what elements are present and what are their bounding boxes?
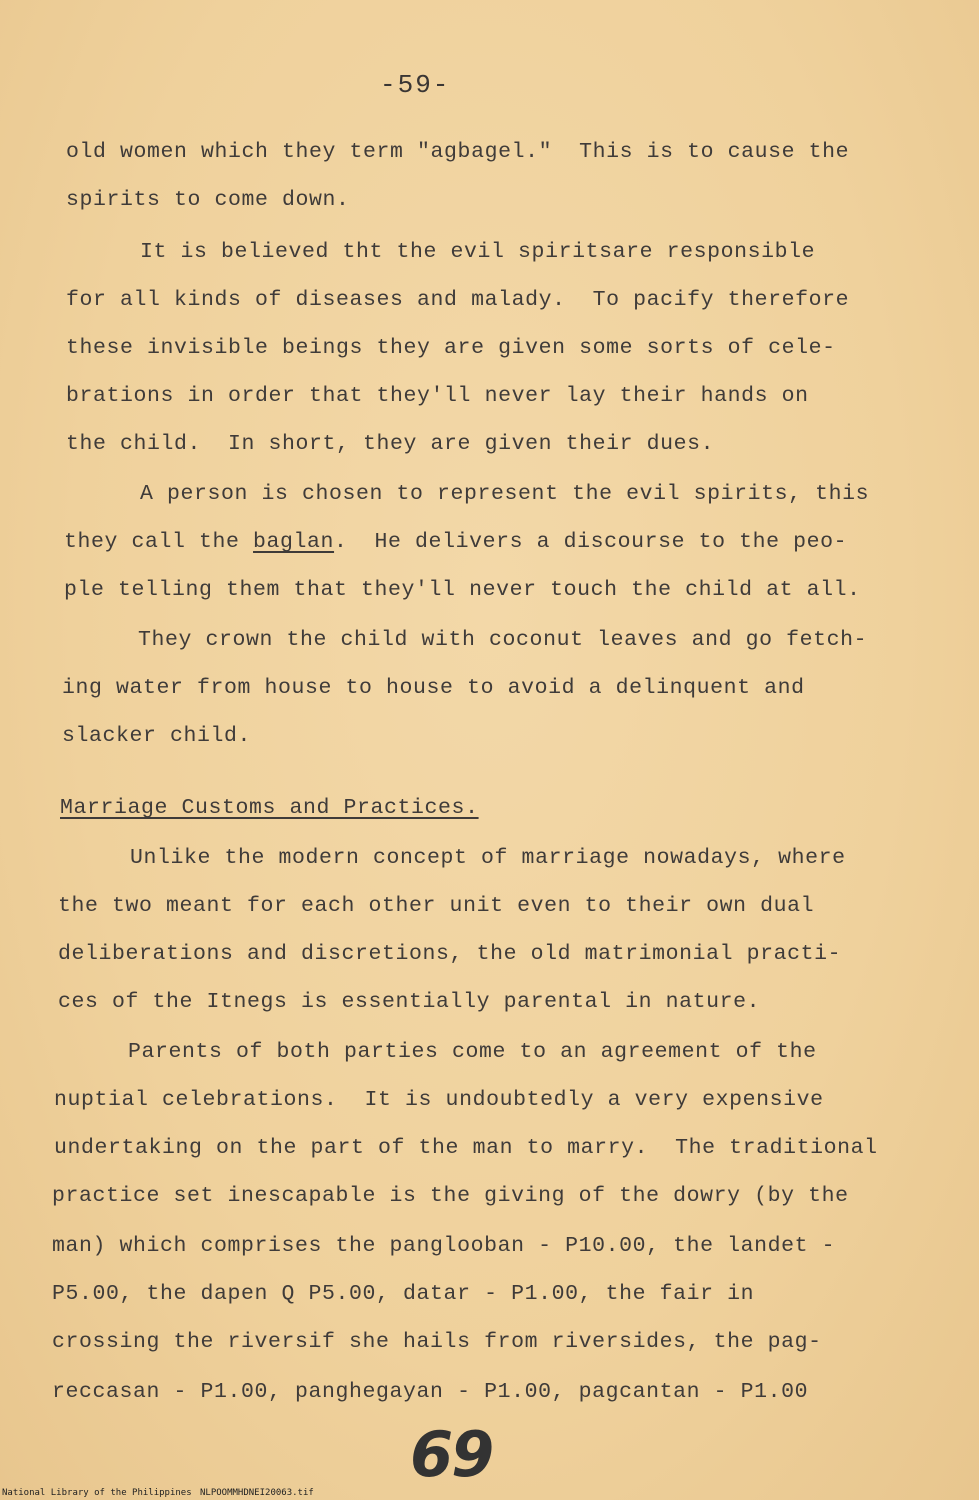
text-line: Parents of both parties come to an agreement of the: [128, 1040, 817, 1064]
text-segment: . He delivers a discourse to the peo-: [334, 530, 848, 554]
text-line: [64, 530, 847, 554]
handwritten-page-stamp: 69: [410, 1418, 493, 1491]
page-number: -59-: [380, 70, 451, 100]
text-segment: they call the: [64, 530, 254, 554]
footer-filename: NLPOOMMHDNEI20063.tif: [200, 1488, 314, 1498]
text-line: deliberations and discretions, the old matrimonial practi-: [58, 942, 842, 966]
text-line: old women which they term "agbagel." This is to cause the: [66, 140, 850, 164]
text-line: P5.00, the dapen Q P5.00, datar - P1.00, the fair in: [52, 1282, 755, 1306]
text-line: spirits to come down.: [66, 188, 350, 212]
text-line: practice set inescapable is the giving of the dowry (by the: [52, 1184, 849, 1208]
text-line: It is believed tht the evil spiritsare responsible: [140, 240, 816, 264]
text-line: ing water from house to house to avoid a delinquent and: [62, 676, 805, 700]
text-line: undertaking on the part of the man to marry. The traditional: [54, 1136, 878, 1160]
text-line: ple telling them that they'll never touch the child at all.: [64, 578, 861, 602]
text-line: for all kinds of diseases and malady. To pacify therefore: [66, 288, 850, 312]
text-line: reccasan - P1.00, panghegayan - P1.00, pagcantan - P1.00: [52, 1380, 809, 1404]
text-line: nuptial celebrations. It is undoubtedly a very expensive: [54, 1088, 824, 1112]
text-line: man) which comprises the panglooban - P10.00, the landet -: [52, 1234, 836, 1258]
text-line: A person is chosen to represent the evil spirits, this: [140, 482, 870, 506]
text-line: slacker child.: [62, 724, 252, 748]
text-line: They crown the child with coconut leaves and go fetch-: [138, 628, 868, 652]
footer-library: National Library of the Philippines: [2, 1488, 192, 1498]
text-line: the two meant for each other unit even to their own dual: [58, 894, 815, 918]
text-line: ces of the Itnegs is essentially parental in nature.: [58, 990, 761, 1014]
baglan-term: baglan: [253, 530, 335, 554]
text-line: crossing the riversif she hails from riversides, the pag-: [52, 1330, 822, 1354]
section-heading: Marriage Customs and Practices.: [60, 796, 479, 820]
text-line: Unlike the modern concept of marriage nowadays, where: [130, 846, 846, 870]
text-line: brations in order that they'll never lay their hands on: [66, 384, 809, 408]
text-line: the child. In short, they are given their dues.: [66, 432, 715, 456]
text-line: these invisible beings they are given some sorts of cele-: [66, 336, 836, 360]
